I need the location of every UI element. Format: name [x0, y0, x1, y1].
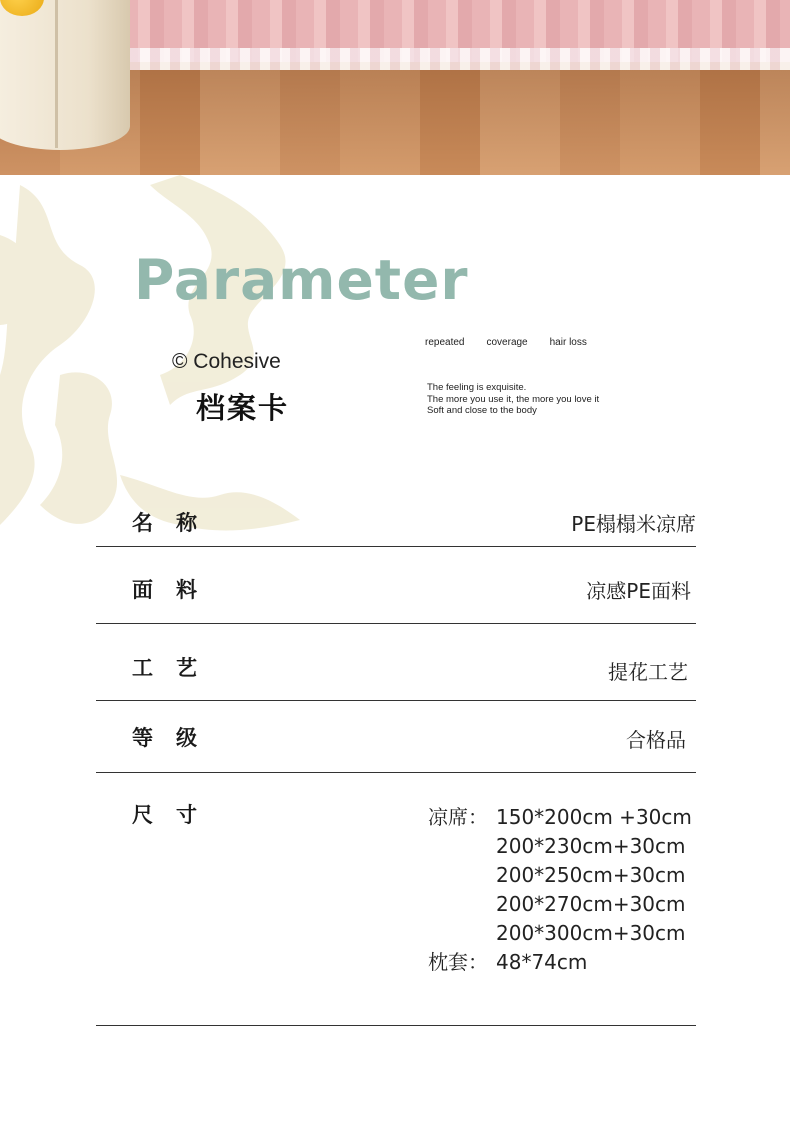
tagline-line: The feeling is exquisite. — [427, 382, 527, 393]
tagline — [427, 382, 599, 417]
param-label: 等级 — [132, 726, 220, 750]
mat-size-label: 凉席： — [428, 805, 488, 829]
mat-size: 200*270cm+30cm — [496, 892, 686, 916]
size-list — [428, 803, 692, 977]
mat-size: 200*230cm+30cm — [496, 834, 686, 858]
tagline-line: The more you use it, the more you love it — [427, 393, 600, 405]
pillow-size-label: 枕套： — [428, 950, 488, 974]
row-divider — [96, 546, 696, 547]
param-label: 面料 — [132, 578, 220, 602]
tag-hair-loss: hair loss — [549, 337, 587, 348]
size-line — [428, 919, 692, 948]
row-divider — [96, 1025, 696, 1026]
row-divider — [96, 623, 696, 624]
brand-label: © Cohesive — [172, 350, 281, 373]
size-line — [428, 890, 692, 919]
param-value: 合格品 — [626, 728, 686, 752]
mat-size: 200*250cm+30cm — [496, 863, 686, 887]
tag-coverage: coverage — [486, 337, 528, 348]
pillow-size: 48*74cm — [496, 950, 588, 974]
feature-tags — [425, 337, 609, 348]
row-divider — [96, 772, 696, 773]
tagline-line: Soft and close to the body — [427, 405, 537, 416]
param-value: PE榻榻米凉席 — [571, 512, 696, 536]
page-title: Parameter — [134, 248, 469, 312]
param-label: 尺寸 — [132, 803, 220, 827]
size-line — [428, 832, 692, 861]
mat-size: 150*200cm +30cm — [496, 805, 692, 829]
param-value: 提花工艺 — [608, 660, 688, 684]
size-line — [428, 861, 692, 890]
size-line — [428, 948, 692, 977]
mat-size: 200*300cm+30cm — [496, 921, 686, 945]
param-label: 名称 — [132, 511, 220, 535]
card-label: 档案卡 — [196, 391, 290, 425]
size-line — [428, 803, 692, 832]
param-label: 工艺 — [132, 656, 220, 680]
row-divider — [96, 700, 696, 701]
side-table — [0, 0, 130, 150]
tag-repeated: repeated — [425, 337, 465, 348]
product-photo — [0, 0, 790, 175]
param-value: 凉感PE面料 — [586, 579, 691, 603]
